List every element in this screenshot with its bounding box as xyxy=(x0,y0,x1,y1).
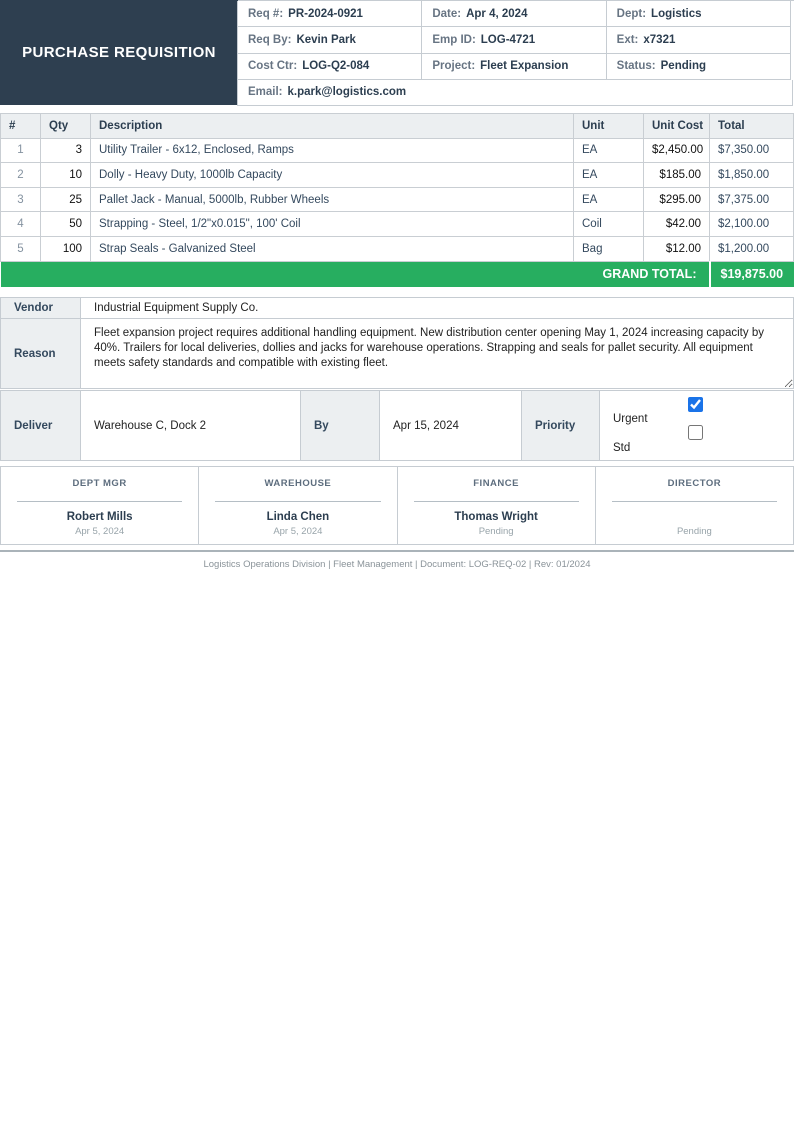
field-ext-value: x7321 xyxy=(643,33,676,46)
document-footer xyxy=(0,550,794,570)
item-qty[interactable]: 3 xyxy=(41,138,91,163)
item-total: $7,375.00 xyxy=(710,187,794,212)
signature-date: Apr 5, 2024 xyxy=(75,526,125,538)
table-row xyxy=(1,236,794,261)
field-emp-id-label: Emp ID: xyxy=(432,33,476,46)
item-total: $2,100.00 xyxy=(710,212,794,237)
column-header-unit: Unit xyxy=(574,114,644,139)
item-num: 4 xyxy=(1,212,41,237)
item-description[interactable]: Dolly - Heavy Duty, 1000lb Capacity xyxy=(91,163,574,188)
field-cost-center-label: Cost Ctr: xyxy=(248,60,298,73)
table-row xyxy=(1,187,794,212)
item-unit[interactable]: Bag xyxy=(574,236,644,261)
grand-total-row xyxy=(1,261,794,287)
delivery-row xyxy=(1,391,794,461)
column-header-qty: Qty xyxy=(41,114,91,139)
table-header-row xyxy=(1,114,794,139)
signature-block-warehouse xyxy=(199,467,397,544)
field-cost-center xyxy=(237,54,422,80)
signature-status: Pending xyxy=(478,526,514,538)
field-project-label: Project: xyxy=(432,60,476,73)
item-unit-cost[interactable]: $295.00 xyxy=(644,187,710,212)
item-total: $1,200.00 xyxy=(710,236,794,261)
grand-total-value: $19,875.00 xyxy=(710,261,794,287)
status-badge: Pending xyxy=(660,60,707,73)
priority-urgent-checkbox[interactable] xyxy=(688,397,703,412)
document-header xyxy=(0,0,794,105)
field-req-by xyxy=(237,27,422,53)
field-req-number xyxy=(237,1,422,27)
item-unit-cost[interactable]: $12.00 xyxy=(644,236,710,261)
item-description[interactable]: Strap Seals - Galvanized Steel xyxy=(91,236,574,261)
table-row xyxy=(1,163,794,188)
deliver-label: Deliver xyxy=(1,391,81,461)
item-unit-cost[interactable]: $185.00 xyxy=(644,163,710,188)
signature-role: DEPT MGR xyxy=(72,478,127,490)
field-emp-id xyxy=(421,27,606,53)
signature-role: FINANCE xyxy=(473,478,519,490)
signature-name xyxy=(596,511,793,525)
column-header-num: # xyxy=(1,114,41,139)
priority-urgent-label: Urgent xyxy=(613,413,648,426)
item-description[interactable]: Strapping - Steel, 1/2"x0.015", 100' Coil xyxy=(91,212,574,237)
vendor-row xyxy=(1,298,794,319)
column-header-description: Description xyxy=(91,114,574,139)
signature-block-dept-mgr xyxy=(1,467,199,544)
vendor-reason-section xyxy=(0,297,794,389)
field-req-number-value: PR-2024-0921 xyxy=(288,7,363,20)
signature-line xyxy=(612,501,777,502)
field-ext-label: Ext: xyxy=(616,33,639,46)
item-description[interactable]: Pallet Jack - Manual, 5000lb, Rubber Wheels xyxy=(91,187,574,212)
reason-textarea[interactable] xyxy=(81,320,793,388)
field-date xyxy=(421,1,606,27)
field-cost-center-value: LOG-Q2-084 xyxy=(302,60,370,73)
field-date-label: Date: xyxy=(432,7,462,20)
vendor-input[interactable] xyxy=(94,302,793,314)
item-unit-cost[interactable]: $42.00 xyxy=(644,212,710,237)
approvals-section xyxy=(0,466,794,545)
field-status xyxy=(606,54,791,80)
reason-row xyxy=(1,319,794,389)
page-title: PURCHASE REQUISITION xyxy=(22,44,216,61)
item-qty[interactable]: 50 xyxy=(41,212,91,237)
signature-role: WAREHOUSE xyxy=(264,478,332,490)
item-qty[interactable]: 100 xyxy=(41,236,91,261)
signature-name: Thomas Wright xyxy=(454,511,538,524)
field-dept-value: Logistics xyxy=(651,7,702,20)
by-field[interactable] xyxy=(380,391,522,461)
field-req-by-value: Kevin Park xyxy=(296,33,356,46)
table-row xyxy=(1,212,794,237)
priority-label: Priority xyxy=(522,391,600,461)
item-unit[interactable]: Coil xyxy=(574,212,644,237)
item-num: 5 xyxy=(1,236,41,261)
reason-label: Reason xyxy=(1,319,81,389)
field-req-number-label: Req #: xyxy=(248,7,284,20)
priority-std-label: Std xyxy=(613,442,631,455)
signature-name: Linda Chen xyxy=(266,511,330,524)
column-header-total: Total xyxy=(710,114,794,139)
deliver-input[interactable] xyxy=(94,420,300,432)
column-header-unit-cost: Unit Cost xyxy=(644,114,710,139)
field-ext xyxy=(606,27,791,53)
field-req-by-label: Req By: xyxy=(248,33,292,46)
vendor-label: Vendor xyxy=(1,298,81,319)
field-status-label: Status: xyxy=(616,60,656,73)
line-items-table xyxy=(0,113,794,287)
signature-date: Apr 5, 2024 xyxy=(273,526,323,538)
field-email-label: Email: xyxy=(248,86,283,99)
by-date-input[interactable] xyxy=(393,420,521,432)
title-banner xyxy=(0,0,238,105)
item-qty[interactable]: 10 xyxy=(41,163,91,188)
footer-text: Logistics Operations Division | Fleet Management | Document: LOG-REQ-02 | Rev: 01/2024 xyxy=(203,559,591,571)
priority-std-checkbox[interactable] xyxy=(688,425,703,440)
field-project-value: Fleet Expansion xyxy=(480,60,569,73)
signature-name: Robert Mills xyxy=(66,511,133,524)
field-emp-id-value: LOG-4721 xyxy=(480,33,536,46)
signature-line xyxy=(414,501,579,502)
item-unit[interactable]: EA xyxy=(574,163,644,188)
deliver-field[interactable] xyxy=(81,391,301,461)
item-num: 3 xyxy=(1,187,41,212)
field-dept-label: Dept: xyxy=(616,7,647,20)
grand-total-label: GRAND TOTAL: xyxy=(1,261,710,287)
item-unit-cost[interactable]: $2,450.00 xyxy=(644,138,710,163)
field-email xyxy=(237,80,793,106)
signature-role: DIRECTOR xyxy=(667,478,722,490)
by-label: By xyxy=(301,391,380,461)
signature-block-director xyxy=(596,467,793,544)
signature-block-finance xyxy=(398,467,596,544)
delivery-section xyxy=(0,390,794,461)
reason-field[interactable] xyxy=(81,319,794,389)
table-row xyxy=(1,138,794,163)
priority-options xyxy=(600,391,794,461)
item-num: 2 xyxy=(1,163,41,188)
item-qty[interactable]: 25 xyxy=(41,187,91,212)
header-fields xyxy=(238,0,794,105)
item-unit[interactable]: EA xyxy=(574,138,644,163)
field-email-value: k.park@logistics.com xyxy=(287,86,407,99)
item-total: $1,850.00 xyxy=(710,163,794,188)
field-dept xyxy=(606,1,791,27)
item-total: $7,350.00 xyxy=(710,138,794,163)
signature-line xyxy=(17,501,182,502)
item-num: 1 xyxy=(1,138,41,163)
signature-line xyxy=(215,501,380,502)
item-description[interactable]: Utility Trailer - 6x12, Enclosed, Ramps xyxy=(91,138,574,163)
signature-status: Pending xyxy=(676,526,712,538)
field-project xyxy=(421,54,606,80)
vendor-field[interactable] xyxy=(81,298,794,319)
field-date-value: Apr 4, 2024 xyxy=(466,7,528,20)
item-unit[interactable]: EA xyxy=(574,187,644,212)
